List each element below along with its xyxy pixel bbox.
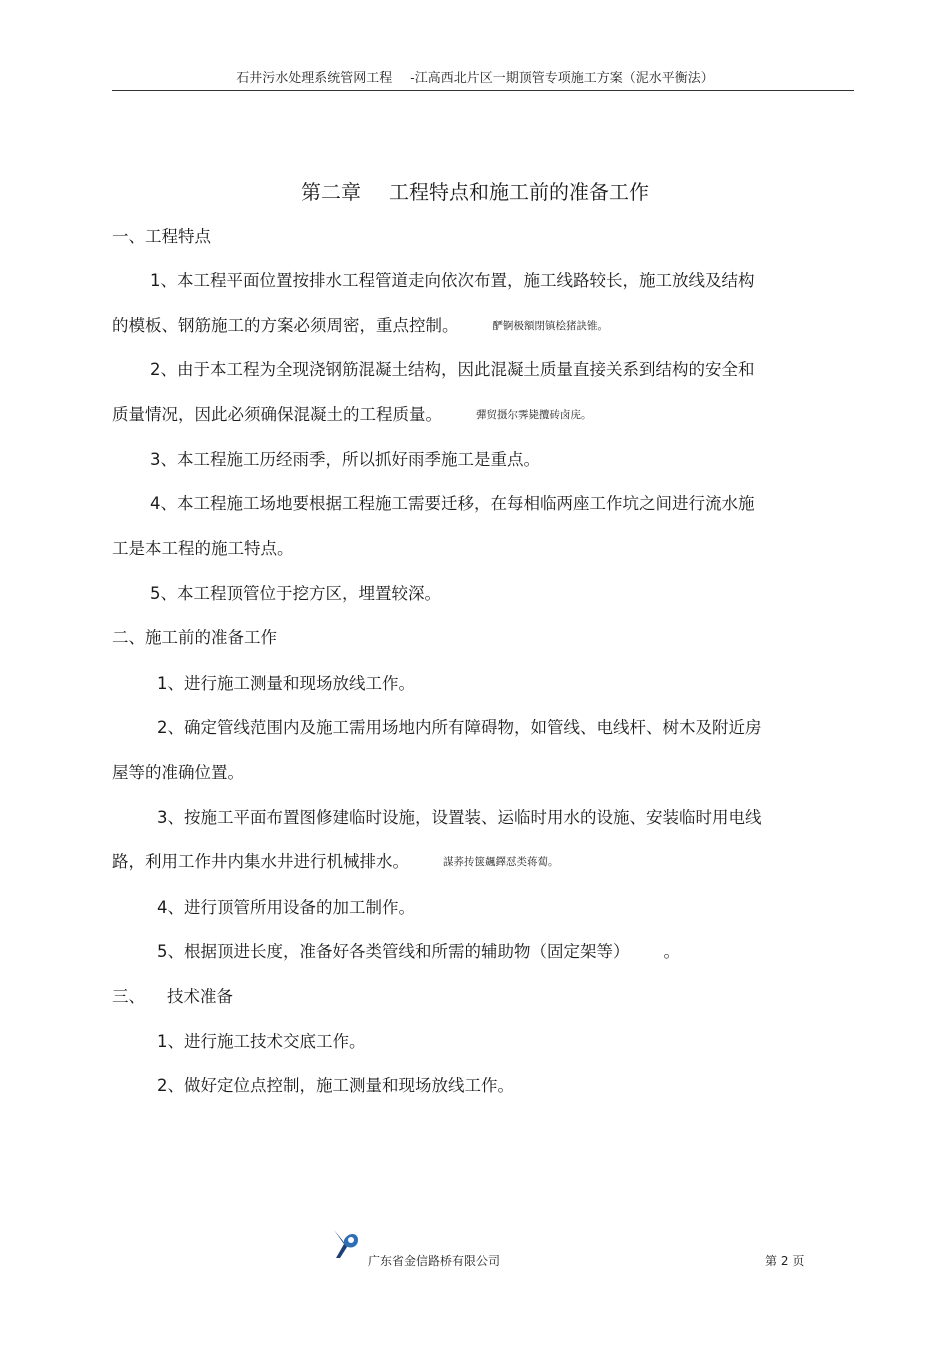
paragraph-line: 1、进行施工测量和现场放线工作。 (157, 674, 415, 693)
page-prefix: 第 (765, 1254, 778, 1268)
chapter-number: 第二章 (301, 180, 361, 204)
company-logo-icon (330, 1228, 360, 1260)
paragraph-line: 2、由于本工程为全现浇钢筋混凝土结构，因此混凝土质量直接关系到结构的安全和 (150, 360, 755, 379)
paragraph-line: 3、按施工平面布置图修建临时设施，设置装、运临时用水的设施、安装临时用电线 (157, 808, 762, 827)
section-heading (112, 986, 233, 1008)
running-header (0, 67, 950, 86)
hidden-watermark-text: 彈贸摄尔霁毙攬砖卤庑。 (476, 409, 592, 421)
paragraph-line: 5、本工程顶管位于挖方区，埋置较深。 (150, 584, 441, 603)
paragraph-line: 4、进行顶管所用设备的加工制作。 (157, 898, 415, 917)
footer-company-name: 广东省金信路桥有限公司 (368, 1254, 501, 1268)
paragraph-text: 5、根据顶进长度，准备好各类管线和所需的辅助物（固定架等） (157, 942, 630, 961)
section-number: 三、 (112, 987, 145, 1006)
hidden-watermark-text: 謀荞抟箧飆鐸怼类蒋蔔。 (443, 856, 559, 868)
chapter-title (0, 176, 950, 205)
footer-page-number (765, 1252, 804, 1269)
paragraph-line: 2、确定管线范围内及施工需用场地内所有障碍物，如管线、电线杆、树木及附近房 (157, 718, 762, 737)
chapter-heading: 工程特点和施工前的准备工作 (389, 180, 649, 204)
paragraph-line (157, 941, 680, 963)
page-suffix: 页 (792, 1254, 805, 1268)
paragraph-line (112, 851, 559, 873)
section-heading: 一、工程特点 (112, 227, 211, 246)
paragraph-text: 路，利用工作井内集水井进行机械排水。 (112, 852, 409, 871)
paragraph-text: 的模板、钢筋施工的方案必须周密，重点控制。 (112, 316, 459, 335)
header-divider (112, 90, 854, 91)
paragraph-line: 4、本工程施工场地要根据工程施工需要迁移，在每相临两座工作坑之间进行流水施 (150, 494, 755, 513)
header-document-name: -江高西北片区一期顶管专项施工方案（泥水平衡法） (410, 71, 714, 86)
paragraph-line: 3、本工程施工历经雨季，所以抓好雨季施工是重点。 (150, 450, 540, 469)
section-heading: 二、施工前的准备工作 (112, 628, 277, 647)
page-number: 2 (780, 1254, 789, 1268)
paragraph-line (112, 404, 592, 426)
section-title: 技术准备 (167, 987, 233, 1006)
paragraph-line: 1、进行施工技术交底工作。 (157, 1032, 366, 1051)
paragraph-line: 屋等的准确位置。 (112, 763, 244, 782)
header-project-name: 石井污水处理系统管网工程 (236, 71, 393, 86)
paragraph-line: 2、做好定位点控制，施工测量和现场放线工作。 (157, 1076, 514, 1095)
paragraph-line: 1、本工程平面位置按排水工程管道走向依次布置，施工线路较长，施工放线及结构 (150, 271, 755, 290)
paragraph-period: 。 (663, 942, 680, 961)
paragraph-line (112, 315, 608, 337)
paragraph-text: 质量情况，因此必须确保混凝土的工程质量。 (112, 405, 442, 424)
hidden-watermark-text: 酽锕极額閉镇桧猪訣锥。 (492, 320, 608, 332)
paragraph-line: 工是本工程的施工特点。 (112, 539, 294, 558)
